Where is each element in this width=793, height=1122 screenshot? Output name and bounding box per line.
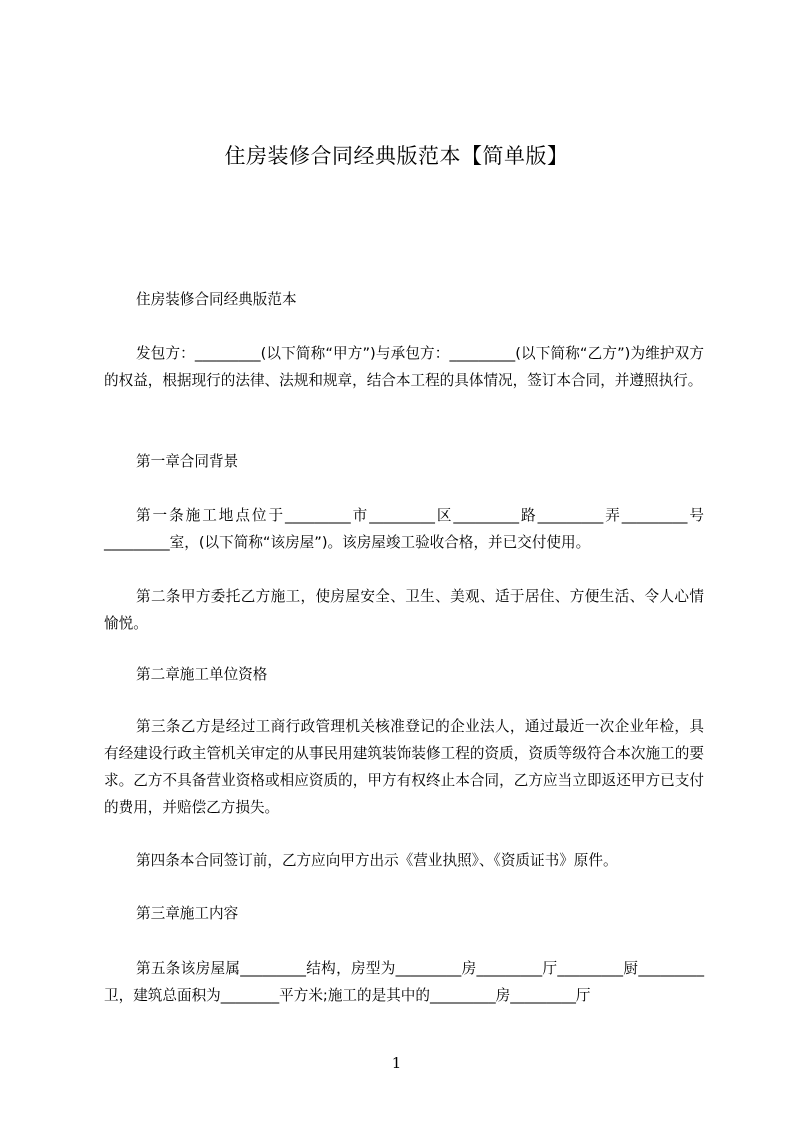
article-5-paragraph: 第五条该房屋属_________结构，房型为_________房_________厅_________厨_________卫，建筑总面积为________平方米;施工的是其中的_________房_________厅 <box>104 960 704 1004</box>
page-number: 1 <box>391 1054 402 1072</box>
article-1-paragraph: 第一条施工地点位于_________市_________区_________路_________弄_________号_________室，(以下简称“该房屋”)。该房屋竣工验收合格，并已交付使用。 <box>104 507 704 551</box>
chapter-3-heading: 第三章施工内容 <box>136 905 239 922</box>
intro-paragraph: 发包方：_________(以下简称“甲方”)与承包方：_________(以下简称“乙方”)为维护双方的权益，根据现行的法律、法规和规章，结合本工程的具体情况，签订本合同，并遵照执行。 <box>104 345 704 389</box>
chapter-1-heading: 第一章合同背景 <box>136 453 239 470</box>
document-title: 住房装修合同经典版范本【简单版】 <box>224 144 569 168</box>
article-3-paragraph: 第三条乙方是经过工商行政管理机关核准登记的企业法人，通过最近一次企业年检，具有经建设行政主管机关审定的从事民用建筑装饰装修工程的资质，资质等级符合本次施工的要求。乙方不具备营业资格或相应资质的，甲方有权终止本合同，乙方应当立即返还甲方已支付的费用，并赔偿乙方损失。 <box>104 718 704 816</box>
article-4-paragraph: 第四条本合同签订前，乙方应向甲方出示《营业执照》、《资质证书》原件。 <box>136 852 618 869</box>
contract-subtitle: 住房装修合同经典版范本 <box>136 291 297 308</box>
chapter-2-heading: 第二章施工单位资格 <box>136 666 268 683</box>
article-2-paragraph: 第二条甲方委托乙方施工，使房屋安全、卫生、美观、适于居住、方便生活、令人心情愉悦。 <box>104 588 704 632</box>
